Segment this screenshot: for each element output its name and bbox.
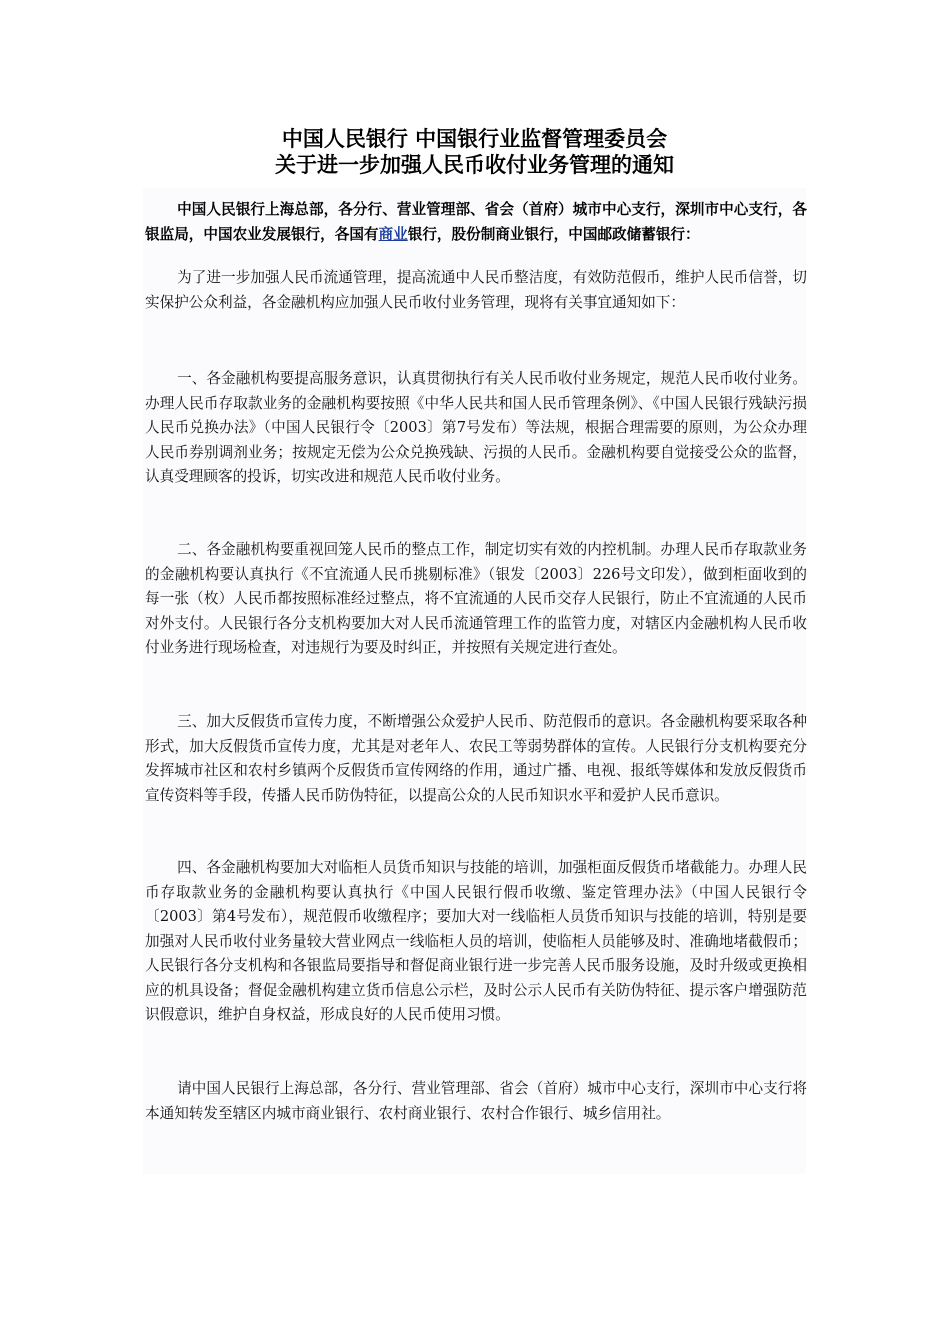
paragraph-item-4: 四、各金融机构要加大对临柜人员货币知识与技能的培训，加强柜面反假货币堵截能力。办理人民币存取款业务的金融机构要认真执行《中国人民银行假币收缴、鉴定管理办法》（中国人民银行令〔2003〕第4号发布），规范假币收缴程序；要加大对一线临柜人员货币知识与技能的培训，特别是要加强对人民币收付业务量较大营业网点一线临柜人员的培训，使临柜人员能够及时、准确地堵截假币；人民银行各分支机构和各银监局要指导和督促商业银行进一步完善人民币服务设施，及时升级或更换相应的机具设备；督促金融机构建立货币信息公示栏，及时公示人民币有关防伪特征、提示客户增强防范识假意识，维护自身权益，形成良好的人民币使用习惯。 bbox=[145, 859, 807, 1023]
paragraph-item-2: 二、各金融机构要重视回笼人民币的整点工作，制定切实有效的内控机制。办理人民币存取款业务的金融机构要认真执行《不宜流通人民币挑剔标准》（银发〔2003〕226号文印发），做到柜面收到的每一张（枚）人民币都按照标准经过整点，将不宜流通的人民币交存人民银行，防止不宜流通的人民币对外支付。人民银行各分支机构要加大对人民币流通管理工作的监管力度，对辖区内金融机构人民币收付业务进行现场检查，对违规行为要及时纠正，并按照有关规定进行查处。 bbox=[145, 541, 807, 656]
title-line-2: 关于进一步加强人民币收付业务管理的通知 bbox=[275, 153, 674, 177]
document-title bbox=[143, 126, 806, 178]
addressee-text-before: 中国人民银行上海总部，各分行、营业管理部、省会（首府）城市中心支行，深圳市中心支行，各银监局，中国农业发展银行，各国有 bbox=[145, 201, 807, 243]
addressee-paragraph bbox=[145, 198, 807, 247]
paragraph-closing: 请中国人民银行上海总部，各分行、营业管理部、省会（首府）城市中心支行，深圳市中心支行将本通知转发至辖区内城市商业银行、农村商业银行、农村合作银行、城乡信用社。 bbox=[145, 1080, 807, 1122]
commercial-link[interactable]: 商业 bbox=[378, 225, 408, 243]
title-line-1: 中国人民银行 中国银行业监督管理委员会 bbox=[281, 127, 668, 151]
paragraph-intro: 为了进一步加强人民币流通管理，提高流通中人民币整洁度，有效防范假币，维护人民币信誉，切实保护公众利益，各金融机构应加强人民币收付业务管理，现将有关事宜通知如下： bbox=[145, 269, 807, 311]
paragraph-item-1: 一、各金融机构要提高服务意识，认真贯彻执行有关人民币收付业务规定，规范人民币收付业务。办理人民币存取款业务的金融机构要按照《中华人民共和国人民币管理条例》、《中国人民银行残缺污损人民币兑换办法》（中国人民银行令〔2003〕第7号发布）等法规，根据合理需要的原则，为公众办理人民币券别调剂业务；按规定无偿为公众兑换残缺、污损的人民币。金融机构要自觉接受公众的监督，认真受理顾客的投诉，切实改进和规范人民币收付业务。 bbox=[145, 370, 807, 485]
paragraph-item-3: 三、加大反假货币宣传力度，不断增强公众爱护人民币、防范假币的意识。各金融机构要采取各种形式，加大反假货币宣传力度，尤其是对老年人、农民工等弱势群体的宣传。人民银行分支机构要充分发挥城市社区和农村乡镇两个反假货币宣传网络的作用，通过广播、电视、报纸等媒体和发放反假货币宣传资料等手段，传播人民币防伪特征，以提高公众的人民币知识水平和爱护人民币意识。 bbox=[145, 713, 807, 804]
addressee-text-after: 银行，股份制商业银行，中国邮政储蓄银行： bbox=[407, 225, 700, 243]
